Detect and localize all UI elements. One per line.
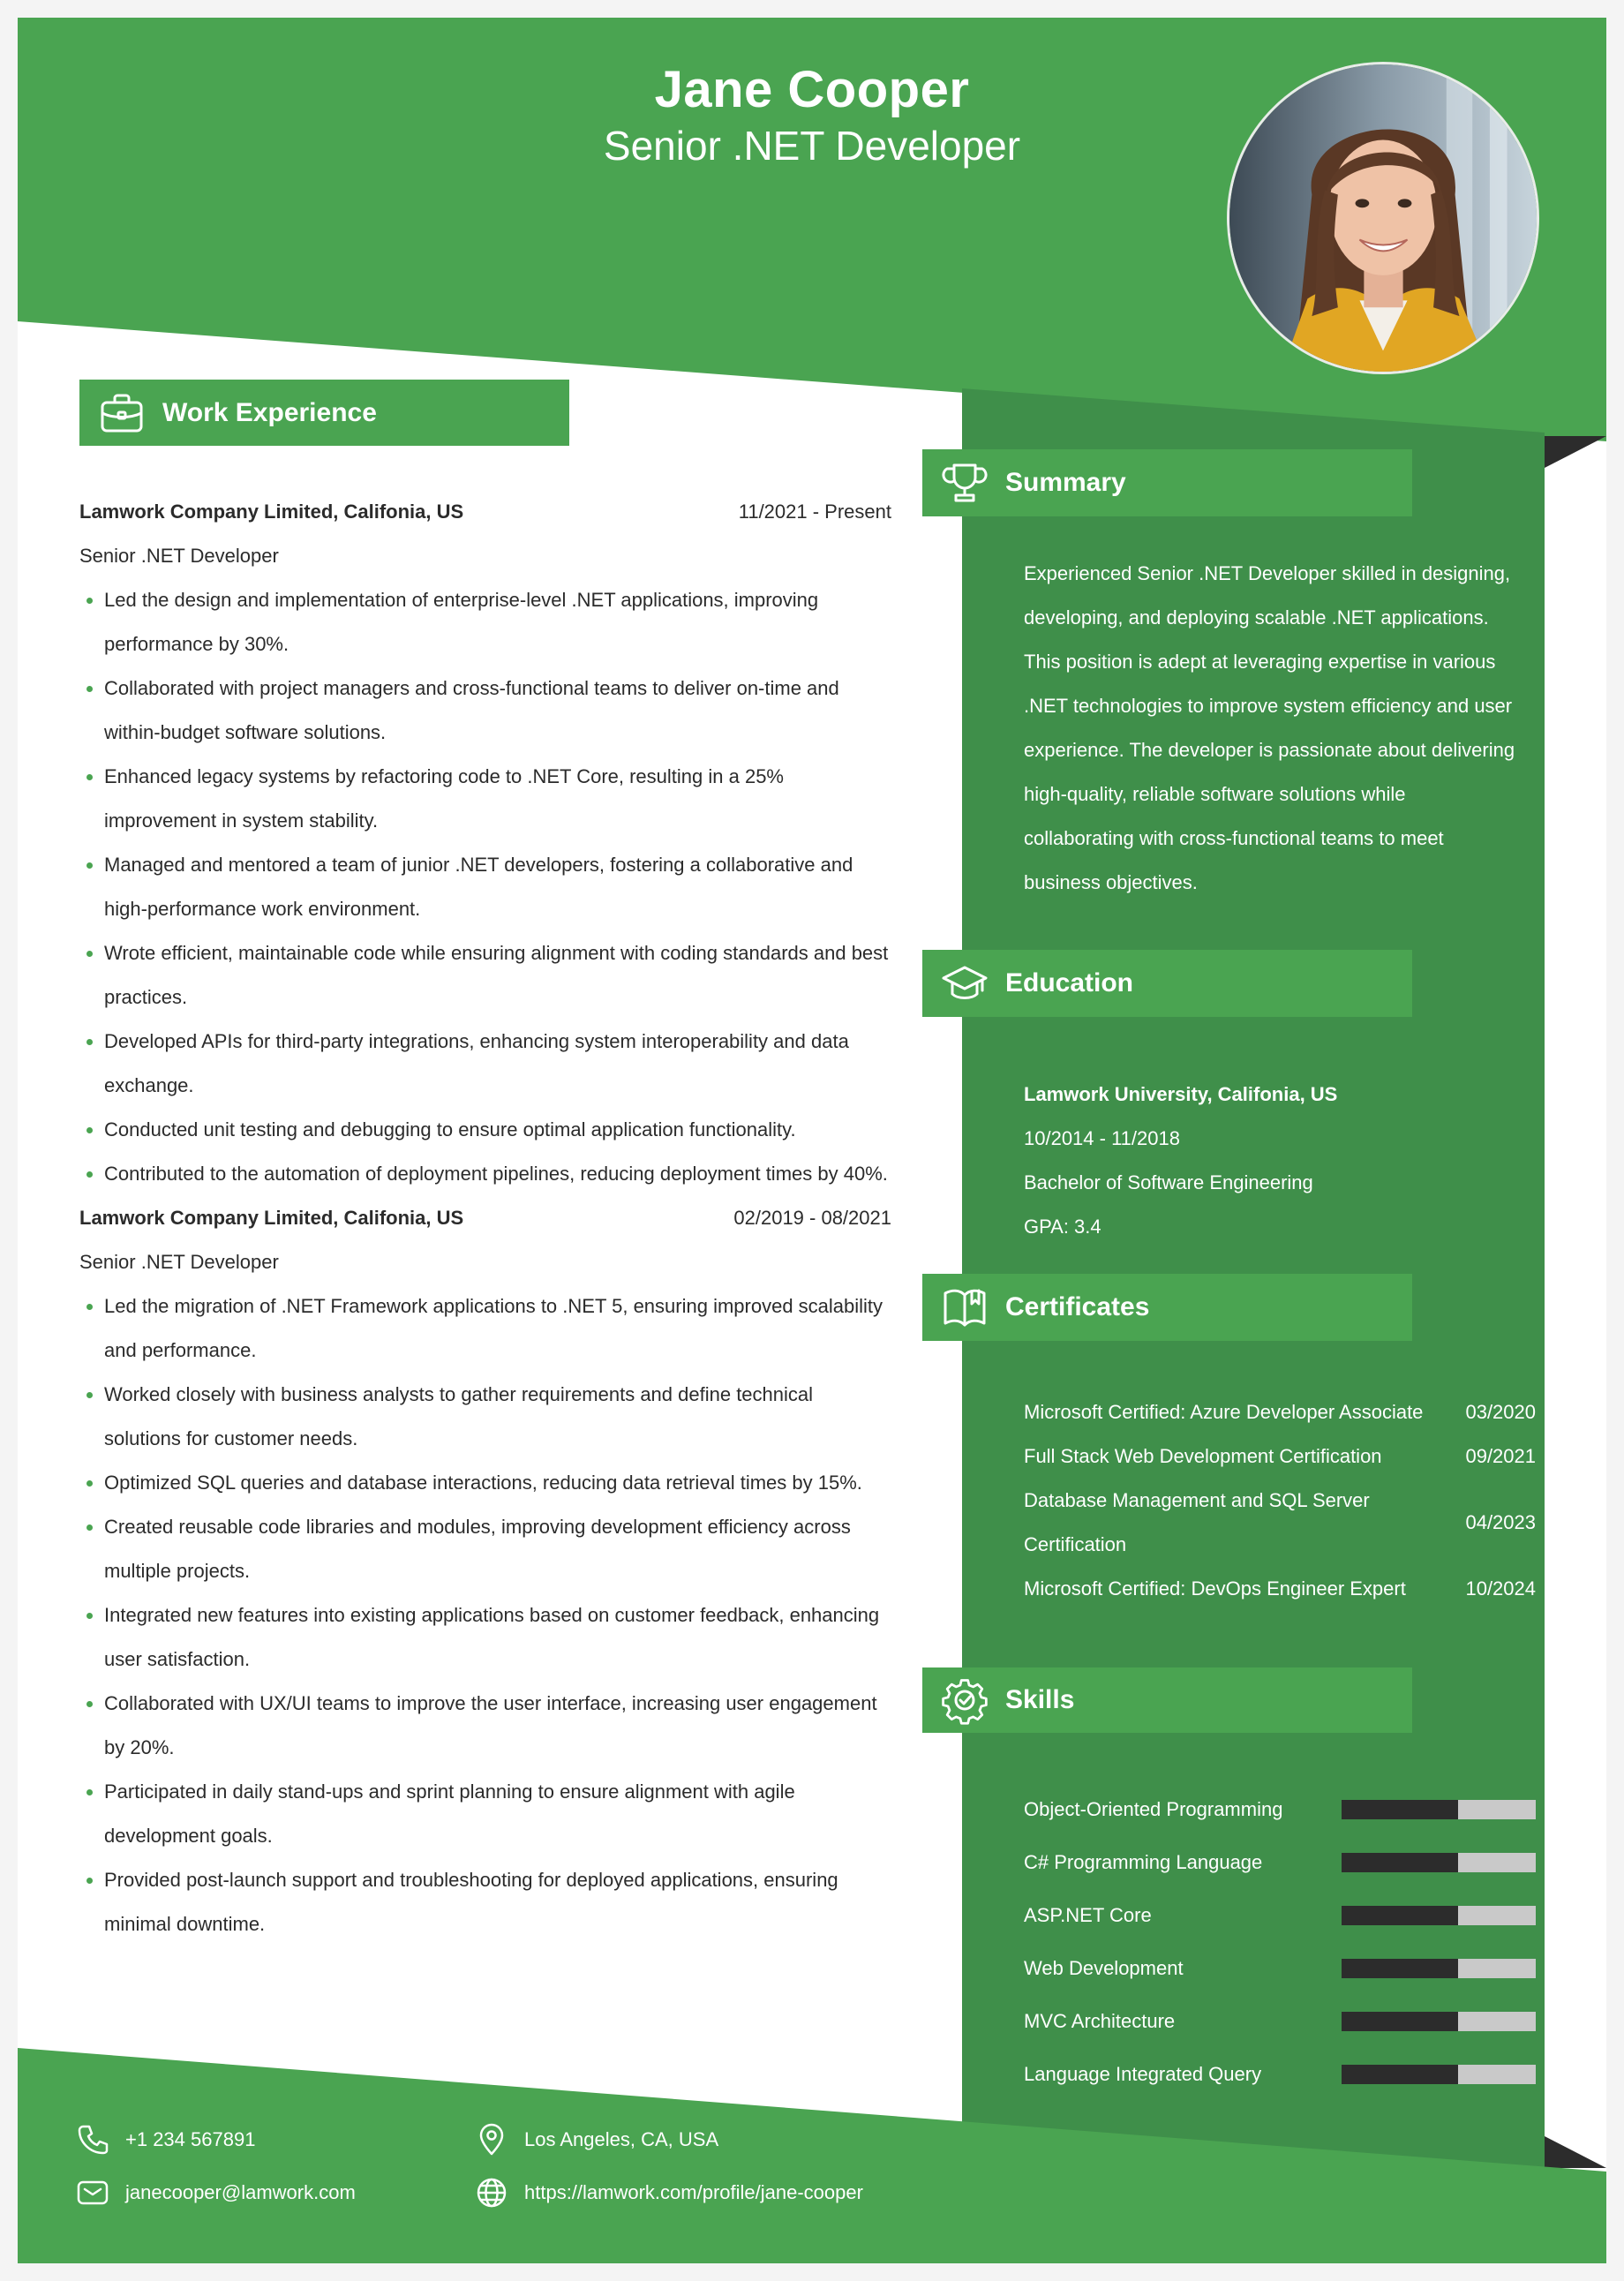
certificate-row: [1024, 1390, 1536, 1434]
list-item: Provided post-launch support and troubleshooting for deployed applications, ensuring minimal downtime.: [79, 1858, 891, 1946]
certificate-name: Database Management and SQL Server Certification: [1024, 1489, 1370, 1555]
skill-row: [1024, 1942, 1536, 1995]
list-item: Optimized SQL queries and database interactions, reducing data retrieval times by 15%.: [79, 1461, 891, 1505]
briefcase-icon: [97, 388, 147, 438]
skill-level-bar: [1342, 1800, 1536, 1819]
mail-icon: [76, 2176, 109, 2209]
skill-name: Web Development: [1024, 1957, 1184, 1979]
portrait-illustration: [1229, 64, 1537, 372]
skill-row: [1024, 1995, 1536, 2048]
skill-row: [1024, 2048, 1536, 2101]
skill-name: Object-Oriented Programming: [1024, 1798, 1283, 1820]
list-item: Led the design and implementation of enterprise-level .NET applications, improving performance by 30%.: [79, 578, 891, 666]
certificate-date: 09/2021: [1465, 1445, 1536, 1467]
skill-level-fill: [1342, 1906, 1458, 1925]
skill-level-fill: [1342, 1800, 1458, 1819]
job-dates: 11/2021 - Present: [738, 501, 891, 523]
list-item: Participated in daily stand-ups and sprint planning to ensure alignment with agile development goals.: [79, 1770, 891, 1858]
phone-icon: [76, 2123, 109, 2157]
section-title: Summary: [1005, 468, 1126, 497]
list-item: Integrated new features into existing applications based on customer feedback, enhancing user satisfaction.: [79, 1593, 891, 1682]
skill-level-bar: [1342, 1959, 1536, 1978]
skill-level-fill: [1342, 1853, 1458, 1872]
section-header-work-experience: [79, 380, 569, 446]
candidate-role: Senior .NET Developer: [603, 123, 1021, 169]
certificate-row: [1024, 1479, 1536, 1567]
skill-level-bar: [1342, 2012, 1536, 2031]
skill-row: [1024, 1783, 1536, 1836]
list-item: Led the migration of .NET Framework applications to .NET 5, ensuring improved scalability and performance.: [79, 1284, 891, 1373]
section-header-skills: [922, 1667, 1412, 1733]
list-item: Contributed to the automation of deployment pipelines, reducing deployment times by 40%.: [79, 1152, 891, 1196]
job-dates: 02/2019 - 08/2021: [733, 1207, 891, 1229]
skill-level-bar: [1342, 1906, 1536, 1925]
contact-email: [76, 2176, 356, 2209]
list-item: Wrote efficient, maintainable code while ensuring alignment with coding standards and best practices.: [79, 931, 891, 1020]
certificate-name: Microsoft Certified: DevOps Engineer Expert: [1024, 1577, 1406, 1600]
job-responsibilities: [79, 578, 891, 1196]
website-link[interactable]: https://lamwork.com/profile/jane-cooper: [524, 2181, 863, 2203]
certificate-name: Microsoft Certified: Azure Developer Associate: [1024, 1401, 1424, 1423]
list-item: Managed and mentored a team of junior .NET developers, fostering a collaborative and high-performance work environment.: [79, 843, 891, 931]
skill-level-fill: [1342, 2012, 1458, 2031]
list-item: Created reusable code libraries and modules, improving development efficiency across multiple projects.: [79, 1505, 891, 1593]
job-header: [79, 490, 891, 534]
certificate-date: 10/2024: [1465, 1577, 1536, 1600]
location-text: Los Angeles, CA, USA: [524, 2128, 719, 2150]
section-header-certificates: [922, 1274, 1412, 1341]
education-dates: 10/2014 - 11/2018: [1024, 1127, 1180, 1149]
list-item: Conducted unit testing and debugging to ensure optimal application functionality.: [79, 1108, 891, 1152]
section-title: Skills: [1005, 1685, 1075, 1714]
company-name: Lamwork Company Limited, Califonia, US: [79, 501, 464, 523]
job-title: Senior .NET Developer: [79, 545, 279, 567]
school-name: Lamwork University, Califonia, US: [1024, 1083, 1338, 1105]
certificate-date: 04/2023: [1465, 1511, 1536, 1533]
job-header: [79, 1196, 891, 1240]
section-header-summary: [922, 449, 1412, 516]
skill-name: Language Integrated Query: [1024, 2063, 1262, 2085]
globe-icon: [475, 2176, 508, 2209]
avatar: [1227, 62, 1539, 374]
skill-row: [1024, 1836, 1536, 1889]
certificate-date: 03/2020: [1465, 1401, 1536, 1423]
skills-list: [1024, 1783, 1536, 2101]
certificate-list: [1024, 1390, 1536, 1611]
job-title: Senior .NET Developer: [79, 1251, 279, 1273]
section-header-education: [922, 950, 1412, 1017]
list-item: Collaborated with UX/UI teams to improve the user interface, increasing user engagement by 20%.: [79, 1682, 891, 1770]
contact-location: [475, 2123, 718, 2157]
skill-name: MVC Architecture: [1024, 2010, 1176, 2032]
certificate-row: [1024, 1567, 1536, 1611]
graduation-cap-icon: [940, 959, 989, 1008]
experience-list: [79, 490, 891, 1946]
job-responsibilities: [79, 1284, 891, 1946]
list-item: Worked closely with business analysts to gather requirements and define technical solutions for customer needs.: [79, 1373, 891, 1461]
contact-website: [475, 2176, 863, 2209]
section-title: Certificates: [1005, 1292, 1150, 1321]
certificate-row: [1024, 1434, 1536, 1479]
skill-level-bar: [1342, 2065, 1536, 2084]
candidate-name: Jane Cooper: [654, 61, 970, 118]
company-name: Lamwork Company Limited, Califonia, US: [79, 1207, 464, 1229]
ribbon-fold-bottom: [1545, 2136, 1606, 2168]
skill-name: ASP.NET Core: [1024, 1904, 1152, 1926]
list-item: Collaborated with project managers and cross-functional teams to deliver on-time and within-budget software solutions.: [79, 666, 891, 755]
ribbon-fold-top: [1545, 436, 1606, 468]
education-entry: [1024, 1073, 1518, 1249]
degree: Bachelor of Software Engineering: [1024, 1171, 1313, 1193]
certificate-name: Full Stack Web Development Certification: [1024, 1445, 1382, 1467]
skill-row: [1024, 1889, 1536, 1942]
skill-level-fill: [1342, 2065, 1458, 2084]
location-pin-icon: [475, 2123, 508, 2157]
skill-level-bar: [1342, 1853, 1536, 1872]
list-item: Developed APIs for third-party integrations, enhancing system interoperability and data exchange.: [79, 1020, 891, 1108]
phone-number: +1 234 567891: [125, 2128, 256, 2150]
summary-text: Experienced Senior .NET Developer skilled in designing, developing, and deploying scalable .NET applications. This position is adept at leveraging expertise in various .NET technologies to improve system efficiency and user experience. The developer is passionate about delivering high-quality, reliable software solutions while collaborating with cross-functional teams to meet business objectives.: [1024, 562, 1515, 893]
gpa: GPA: 3.4: [1024, 1216, 1101, 1238]
contact-phone: [76, 2123, 255, 2157]
section-title: Education: [1005, 968, 1134, 997]
email-address: janecooper@lamwork.com: [125, 2181, 356, 2203]
skill-name: C# Programming Language: [1024, 1851, 1263, 1873]
trophy-icon: [940, 458, 989, 508]
resume-page: [18, 18, 1606, 2263]
gear-icon: [940, 1675, 989, 1725]
list-item: Enhanced legacy systems by refactoring code to .NET Core, resulting in a 25% improvement in system stability.: [79, 755, 891, 843]
section-title: Work Experience: [162, 397, 377, 427]
skill-level-fill: [1342, 1959, 1458, 1978]
book-icon: [940, 1283, 989, 1332]
